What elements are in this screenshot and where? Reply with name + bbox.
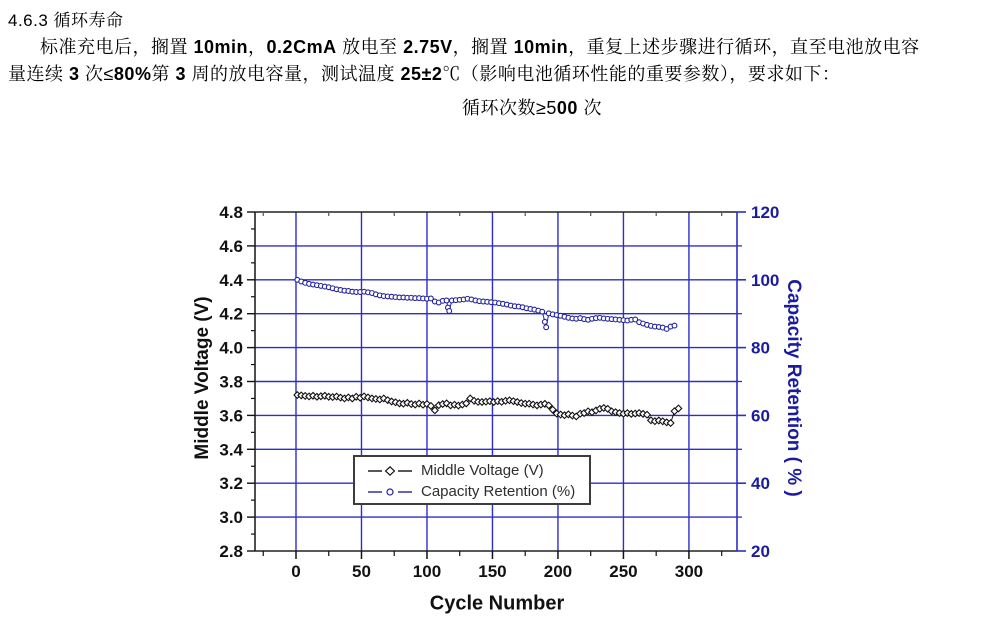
legend-label-retention: Capacity Retention (%)	[421, 483, 576, 500]
svg-text:4.4: 4.4	[219, 270, 243, 290]
legend-label-voltage: Middle Voltage (V)	[421, 462, 544, 479]
right-axis-title: Capacity Retention ( % )	[783, 279, 804, 497]
svg-text:100: 100	[751, 270, 780, 290]
svg-text:100: 100	[412, 562, 442, 581]
chart-legend	[353, 455, 591, 505]
svg-text:20: 20	[751, 542, 770, 561]
legend-item-voltage	[367, 460, 589, 481]
svg-text:4.6: 4.6	[219, 236, 243, 256]
svg-text:2.8: 2.8	[219, 542, 243, 561]
legend-item-retention	[367, 481, 589, 502]
diamond-marker-icon	[367, 465, 413, 477]
svg-text:4.2: 4.2	[219, 304, 243, 324]
paragraph-line-1: 标准充电后，搁置 10min，0.2CmA 放电至 2.75V，搁置 10min，重复上述步骤进行循环，直至电池放电容	[40, 37, 920, 57]
svg-text:3.6: 3.6	[219, 406, 243, 426]
left-axis-title: Middle Voltage (V)	[192, 296, 213, 460]
section-heading: 4.6.3 循环寿命	[8, 11, 124, 30]
paragraph-line-2: 量连续 3 次≤80%第 3 周的放电容量，测试温度 25±2℃（影响电池循环性能的重要参数），要求如下：	[8, 64, 841, 84]
svg-text:250: 250	[609, 562, 638, 581]
svg-text:3.8: 3.8	[219, 372, 243, 392]
svg-text:50: 50	[352, 562, 371, 581]
svg-text:3.0: 3.0	[219, 508, 243, 528]
svg-text:40: 40	[751, 474, 770, 494]
svg-text:300: 300	[674, 562, 704, 581]
svg-text:3.2: 3.2	[219, 474, 243, 494]
svg-text:4.8: 4.8	[219, 203, 243, 222]
svg-text:60: 60	[751, 406, 770, 426]
svg-text:4.0: 4.0	[219, 338, 243, 358]
svg-text:150: 150	[478, 562, 507, 581]
requirement-line: 循环次数≥500 次	[462, 98, 602, 118]
svg-text:200: 200	[543, 562, 573, 581]
svg-text:3.4: 3.4	[219, 440, 243, 460]
svg-text:80: 80	[751, 338, 770, 358]
circle-marker-icon	[367, 486, 413, 498]
x-axis-title: Cycle Number	[429, 592, 565, 615]
svg-text:120: 120	[751, 203, 780, 222]
svg-text:0: 0	[291, 562, 301, 581]
